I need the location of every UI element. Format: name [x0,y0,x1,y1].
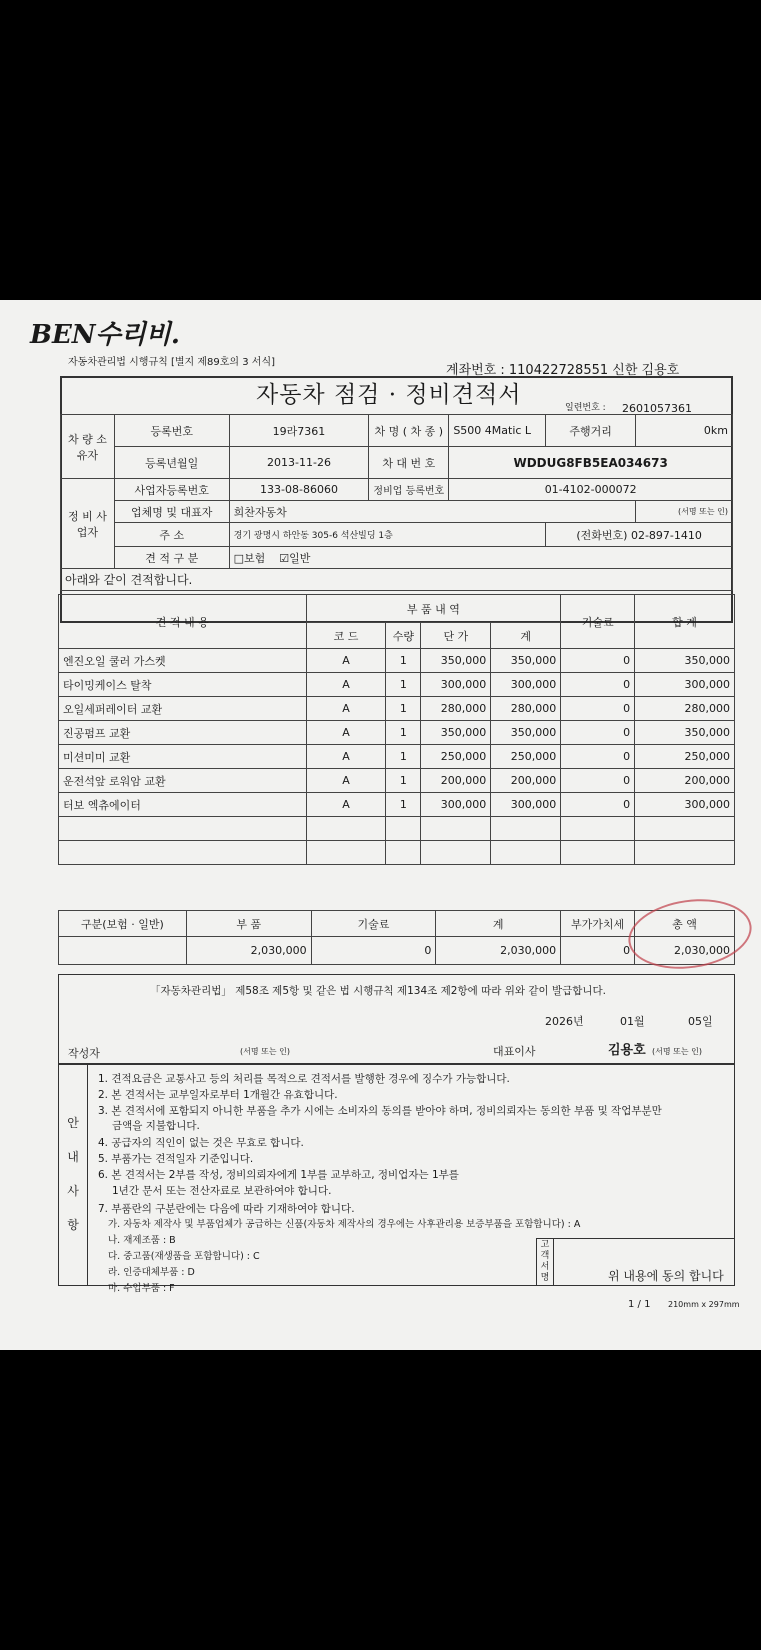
item-total: 250,000 [635,745,735,769]
company-label: 업체명 및 대표자 [114,501,229,523]
item-total: 350,000 [635,649,735,673]
account-text: 계좌번호 : 110422728551 신한 김용호 [446,363,680,378]
item-total: 350,000 [635,721,735,745]
issue-day: 05일 [688,1015,713,1028]
item-name: 오일세퍼레이터 교환 [59,697,307,721]
biz-no-label: 사업자등록번호 [114,479,229,501]
item-code: A [306,745,386,769]
guide-line: 다. 중고품(재생품을 포함합니다) : C [108,1251,260,1262]
table-row [59,769,735,793]
item-unit: 280,000 [421,697,491,721]
item-qty: 1 [386,745,421,769]
table-row [59,793,735,817]
table-row [59,745,735,769]
reg-date-value: 2013-11-26 [229,447,369,479]
item-name: 타이밍케이스 탈착 [59,673,307,697]
guide-line: 금액을 지불합니다. [112,1120,200,1132]
item-unit: 350,000 [421,721,491,745]
ceo-sign-note: (서명 또는 인) [652,1047,702,1056]
sum-labor-value: 0 [311,937,436,965]
item-sum: 280,000 [491,697,561,721]
type-label: 견 적 구 분 [114,547,229,569]
type-general: ☑일반 [279,551,311,565]
col-labor: 기술료 [561,595,635,649]
item-qty: 1 [386,673,421,697]
guide-line: 6. 본 견적서는 2부를 작성, 정비의뢰자에게 1부를 교부하고, 정비업자는 1부를 [98,1169,459,1181]
model-value: S500 4Matic L [449,415,546,447]
serial-label: 일련번호 : [565,403,606,413]
item-name: 엔진오일 쿨러 가스켓 [59,649,307,673]
guide-line: 마. 수입부품 : F [108,1283,175,1294]
guide-line: 1년간 문서 또는 전산자료로 보관하여야 합니다. [112,1185,332,1197]
issue-year: 2026년 [545,1015,584,1028]
vin-value: WDDUG8FB5EA034673 [449,447,733,479]
guide-label: 안 내 사 항 [67,1116,79,1232]
item-sum: 350,000 [491,649,561,673]
item-total: 300,000 [635,793,735,817]
customer-sign-label: 고객서명 [540,1240,550,1283]
writer-sign-note: (서명 또는 인) [240,1047,290,1056]
item-sum: 200,000 [491,769,561,793]
table-row [59,697,735,721]
phone-value: (전화번호) 02-897-1410 [546,523,733,547]
paper-size: 210mm x 297mm [668,1300,740,1309]
estimate-document [0,300,761,1350]
item-unit: 350,000 [421,649,491,673]
item-sum: 350,000 [491,721,561,745]
item-name: 미션미미 교환 [59,745,307,769]
owner-section-label: 차 량 소유자 [61,415,115,479]
page-number: 1 / 1 [628,1299,651,1310]
writer-label: 작성자 [68,1047,100,1060]
item-labor: 0 [561,673,635,697]
table-row [59,673,735,697]
empty-row [59,817,735,841]
sum-parts-value: 2,030,000 [186,937,311,965]
guide-line: 5. 부품가는 견적일자 기준입니다. [98,1153,254,1165]
item-code: A [306,673,386,697]
empty-row [59,841,735,865]
item-code: A [306,721,386,745]
item-code: A [306,769,386,793]
col-unit: 단 가 [421,623,491,649]
repair-reg-label: 정비업 등록번호 [369,479,449,501]
guide-line: 1. 견적요금은 교통사고 등의 처리를 목적으로 견적서를 발행한 경우에 징수가 가능합니다. [98,1073,510,1085]
item-sum: 300,000 [491,673,561,697]
item-qty: 1 [386,769,421,793]
col-code: 코 드 [306,623,386,649]
item-name: 운전석앞 로워암 교환 [59,769,307,793]
item-name: 진공펌프 교환 [59,721,307,745]
guide-line: 3. 본 견적서에 포함되지 아니한 부품을 추가 시에는 소비자의 동의를 받아야 하며, 정비의뢰자는 동의한 부품 및 작업부분만 [98,1105,662,1117]
consent-text: 위 내용에 동의 합니다 [608,1269,724,1283]
item-code: A [306,793,386,817]
item-total: 300,000 [635,673,735,697]
regulation-text: 자동차관리법 시행규칙 [별지 제89호의 3 서식] [68,357,276,368]
item-labor: 0 [561,793,635,817]
col-content: 견 적 내 용 [59,595,307,649]
sum-col-labor: 기술료 [311,911,436,937]
company-sign-note: (서명 또는 인) [636,501,733,523]
col-qty: 수량 [386,623,421,649]
item-labor: 0 [561,721,635,745]
guide-line: 4. 공급자의 직인이 없는 것은 무효로 합니다. [98,1137,304,1149]
estimate-intro: 아래와 같이 견적합니다. [61,569,733,591]
item-unit: 300,000 [421,673,491,697]
company-value: 희찬자동차 [229,501,635,523]
sum-col-sum: 계 [436,911,561,937]
sum-col-total: 총 액 [635,911,735,937]
item-qty: 1 [386,721,421,745]
sum-vat-value: 0 [561,937,635,965]
sum-type-value [59,937,187,965]
item-code: A [306,649,386,673]
item-labor: 0 [561,745,635,769]
serial-number: 2601057361 [622,402,692,415]
item-sum: 250,000 [491,745,561,769]
sum-col-vat: 부가가치세 [561,911,635,937]
item-total: 200,000 [635,769,735,793]
item-unit: 300,000 [421,793,491,817]
ceo-name: 김용호 [608,1043,646,1058]
sum-total-value: 2,030,000 [635,937,735,965]
item-name: 터보 엑츄에이터 [59,793,307,817]
handwritten-note: BEN수리비. [30,320,180,350]
sum-col-parts: 부 품 [186,911,311,937]
item-qty: 1 [386,697,421,721]
guide-line: 가. 자동차 제작사 및 부품업체가 공급하는 신품(자동차 제작사의 경우에는 사후관리용 보증부품을 포함합니다) : A [108,1219,581,1230]
type-insurance: □보험 [233,551,266,565]
sum-col-type: 구분(보험 · 일반) [59,911,187,937]
guide-line: 라. 인증대체부품 : D [108,1267,195,1278]
table-row [59,721,735,745]
mileage-label: 주행거리 [546,415,636,447]
vin-label: 차 대 번 호 [369,447,449,479]
info-table [60,414,733,591]
address-label: 주 소 [114,523,229,547]
item-labor: 0 [561,649,635,673]
reg-no-label: 등록번호 [114,415,229,447]
biz-no-value: 133-08-86060 [229,479,369,501]
item-code: A [306,697,386,721]
item-sum: 300,000 [491,793,561,817]
repair-reg-value: 01-4102-000072 [449,479,733,501]
item-unit: 200,000 [421,769,491,793]
guide-line: 7. 부품란의 구분란에는 다음에 따라 기재하여야 합니다. [98,1203,355,1215]
item-labor: 0 [561,697,635,721]
item-qty: 1 [386,649,421,673]
item-total: 280,000 [635,697,735,721]
issue-month: 01월 [620,1015,645,1028]
type-options [229,547,732,569]
col-parts: 부 품 내 역 [306,595,561,623]
guide-line: 2. 본 견적서는 교부일자로부터 1개월간 유효합니다. [98,1089,338,1101]
sum-sum-value: 2,030,000 [436,937,561,965]
document-title: 자동차 점검 · 정비견적서 [256,382,522,408]
business-section-label: 정 비 사업자 [61,479,115,569]
mileage-value: 0km [636,415,733,447]
reg-no-value: 19라7361 [229,415,369,447]
guide-line: 나. 재제조품 : B [108,1235,176,1246]
item-qty: 1 [386,793,421,817]
item-unit: 250,000 [421,745,491,769]
item-labor: 0 [561,769,635,793]
ceo-label: 대표이사 [493,1045,536,1058]
items-table [58,594,735,865]
issue-statement: 「자동차관리법」 제58조 제5항 및 같은 법 시행규칙 제134조 제2항에 따라 위와 같이 발급합니다. [150,985,607,997]
col-sum: 계 [491,623,561,649]
table-row [59,649,735,673]
col-total: 합 계 [635,595,735,649]
address-value: 경기 광명시 하안동 305-6 석산빌딩 1층 [229,523,546,547]
reg-date-label: 등록년월일 [114,447,229,479]
model-label: 차 명 ( 차 종 ) [369,415,449,447]
